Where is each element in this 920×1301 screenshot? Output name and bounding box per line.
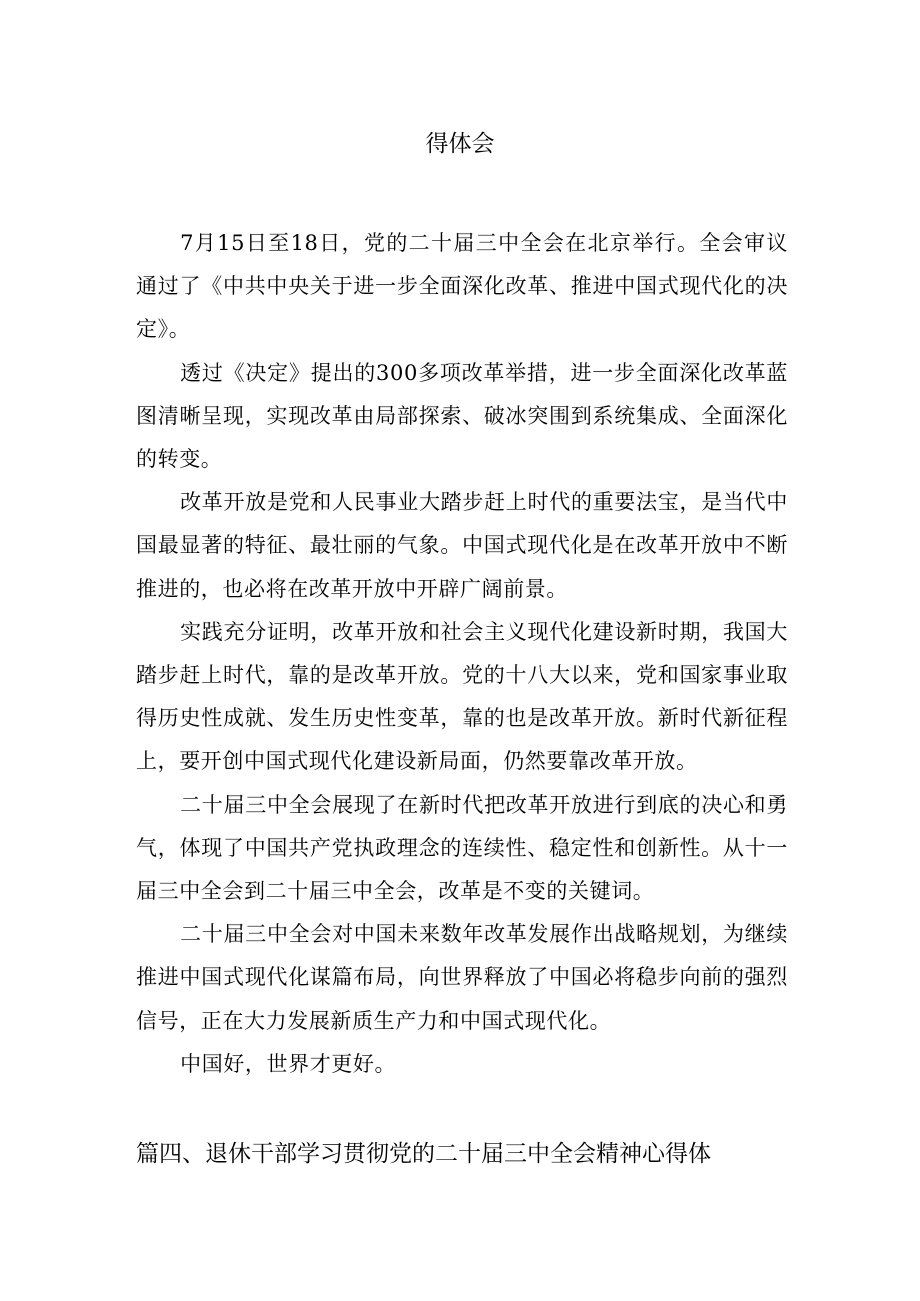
paragraph: 二十届三中全会对中国未来数年改革发展作出战略规划，为继续推进中国式现代化谋篇布局，向世界释放了中国必将稳步向前的强烈信号，正在大力发展新质生产力和中国式现代化。 bbox=[136, 922, 788, 1033]
page-title: 得体会 bbox=[425, 131, 495, 157]
paragraph: 透过《决定》提出的300多项改革举措，进一步全面深化改革蓝图清晰呈现，实现改革由局部探索、破冰突围到系统集成、全面深化的转变。 bbox=[136, 360, 788, 472]
paragraph: 7月15日至18日，党的二十届三中全会在北京举行。全会审议通过了《中共中央关于进一步全面深化改革、推进中国式现代化的决定》。 bbox=[136, 231, 788, 342]
paragraph: 中国好，世界才更好。 bbox=[180, 1051, 397, 1076]
paragraph: 改革开放是党和人民事业大踏步赶上时代的重要法宝，是当代中国最显著的特征、最壮丽的气象。中国式现代化是在改革开放中不断推进的，也必将在改革开放中开辟广阔前景。 bbox=[136, 490, 788, 601]
document-body bbox=[136, 222, 788, 1086]
paragraph: 二十届三中全会展现了在新时代把改革开放进行到底的决心和勇气，体现了中国共产党执政理念的连续性、稳定性和创新性。从十一届三中全会到二十届三中全会，改革是不变的关键词。 bbox=[136, 792, 788, 904]
section-heading: 篇四、退休干部学习贯彻党的二十届三中全会精神心得体 bbox=[136, 1141, 711, 1167]
paragraph: 实践充分证明，改革开放和社会主义现代化建设新时期，我国大踏步赶上时代，靠的是改革开放。党的十八大以来，党和国家事业取得历史性成就、发生历史性变革，靠的也是改革开放。新时代新征程上，要开创中国式现代化建设新局面，仍然要靠改革开放。 bbox=[136, 619, 788, 774]
